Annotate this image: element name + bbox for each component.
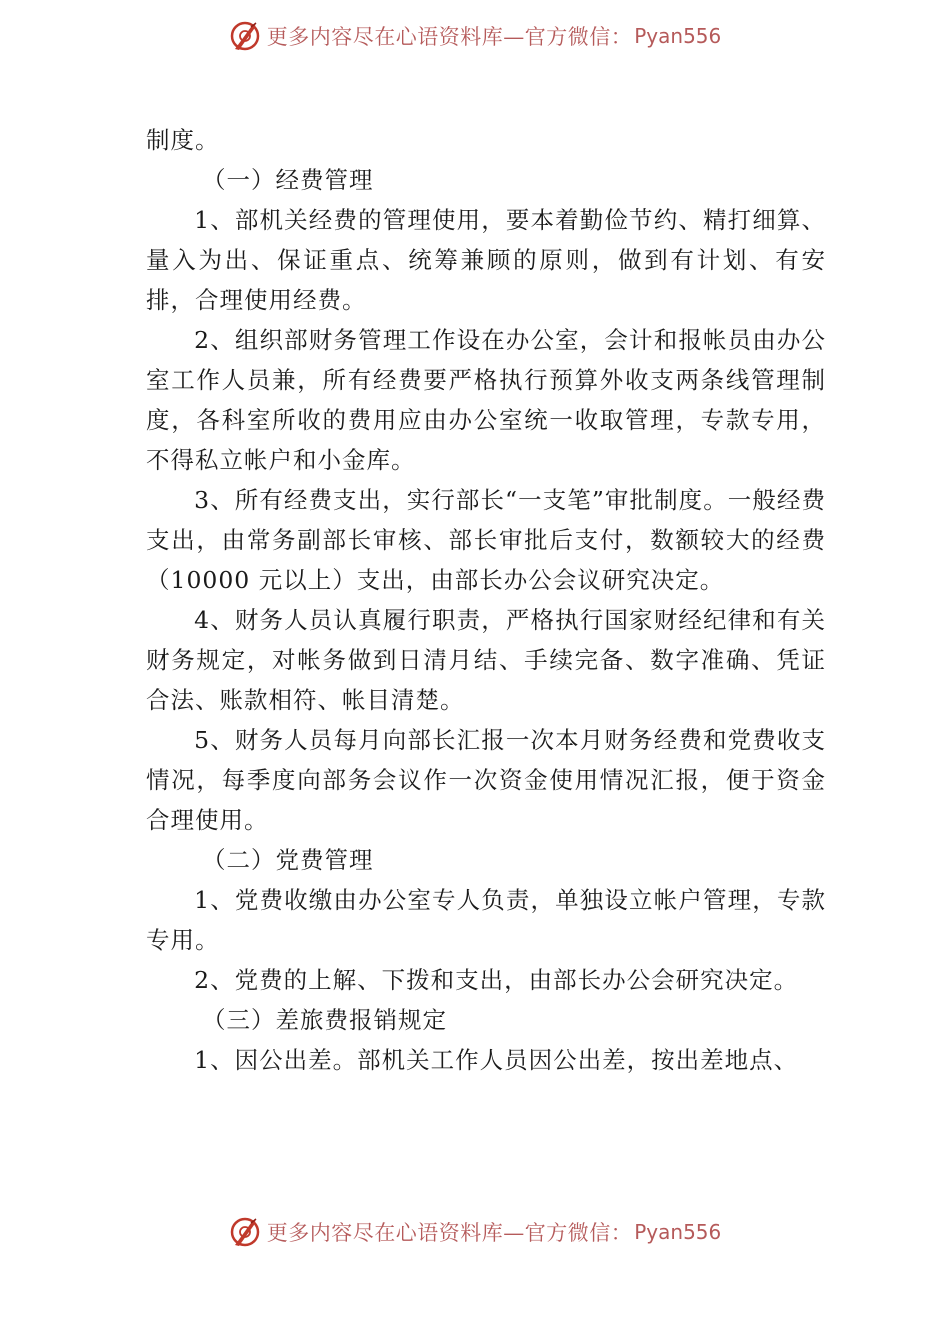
wechat-id: Pyan556	[634, 1220, 722, 1244]
banner-text: 更多内容尽在心语资料库—官方微信：	[266, 25, 633, 49]
footer-banner	[0, 1210, 950, 1254]
header-banner	[0, 14, 950, 58]
paragraph: 1、因公出差。部机关工作人员因公出差，按出差地点、	[194, 1046, 799, 1074]
paragraph: 3、所有经费支出，实行部长“一支笔”审批制度。一般经费支出，由常务副部长审核、部长审批后支付，数额较大的经费（10000 元以上）支出，由部长办公会议研究决定。	[146, 486, 826, 594]
document-body	[146, 120, 826, 1080]
section-heading-party-dues: （二）党费管理	[202, 846, 374, 874]
pen-logo-icon	[229, 19, 263, 53]
paragraph: 5、财务人员每月向部长汇报一次本月财务经费和党费收支情况，每季度向部务会议作一次资金使用情况汇报，便于资金合理使用。	[146, 726, 826, 834]
paragraph: 1、部机关经费的管理使用，要本着勤俭节约、精打细算、量入为出、保证重点、统筹兼顾的原则，做到有计划、有安排，合理使用经费。	[146, 206, 826, 314]
section-heading-travel: （三）差旅费报销规定	[202, 1006, 447, 1034]
paragraph: 2、党费的上解、下拨和支出，由部长办公会研究决定。	[194, 966, 799, 994]
section-heading-funds: （一）经费管理	[202, 166, 374, 194]
pen-logo-icon	[229, 1215, 263, 1249]
paragraph: 2、组织部财务管理工作设在办公室，会计和报帐员由办公室工作人员兼，所有经费要严格执行预算外收支两条线管理制度，各科室所收的费用应由办公室统一收取管理，专款专用，不得私立帐户和小金库。	[146, 326, 826, 474]
wechat-id: Pyan556	[634, 24, 722, 48]
lead-text: 制度。	[146, 126, 220, 154]
paragraph: 4、财务人员认真履行职责，严格执行国家财经纪律和有关财务规定，对帐务做到日清月结、手续完备、数字准确、凭证合法、账款相符、帐目清楚。	[146, 606, 826, 714]
paragraph: 1、党费收缴由办公室专人负责，单独设立帐户管理，专款专用。	[146, 886, 826, 954]
banner-text: 更多内容尽在心语资料库—官方微信：	[266, 1221, 633, 1245]
